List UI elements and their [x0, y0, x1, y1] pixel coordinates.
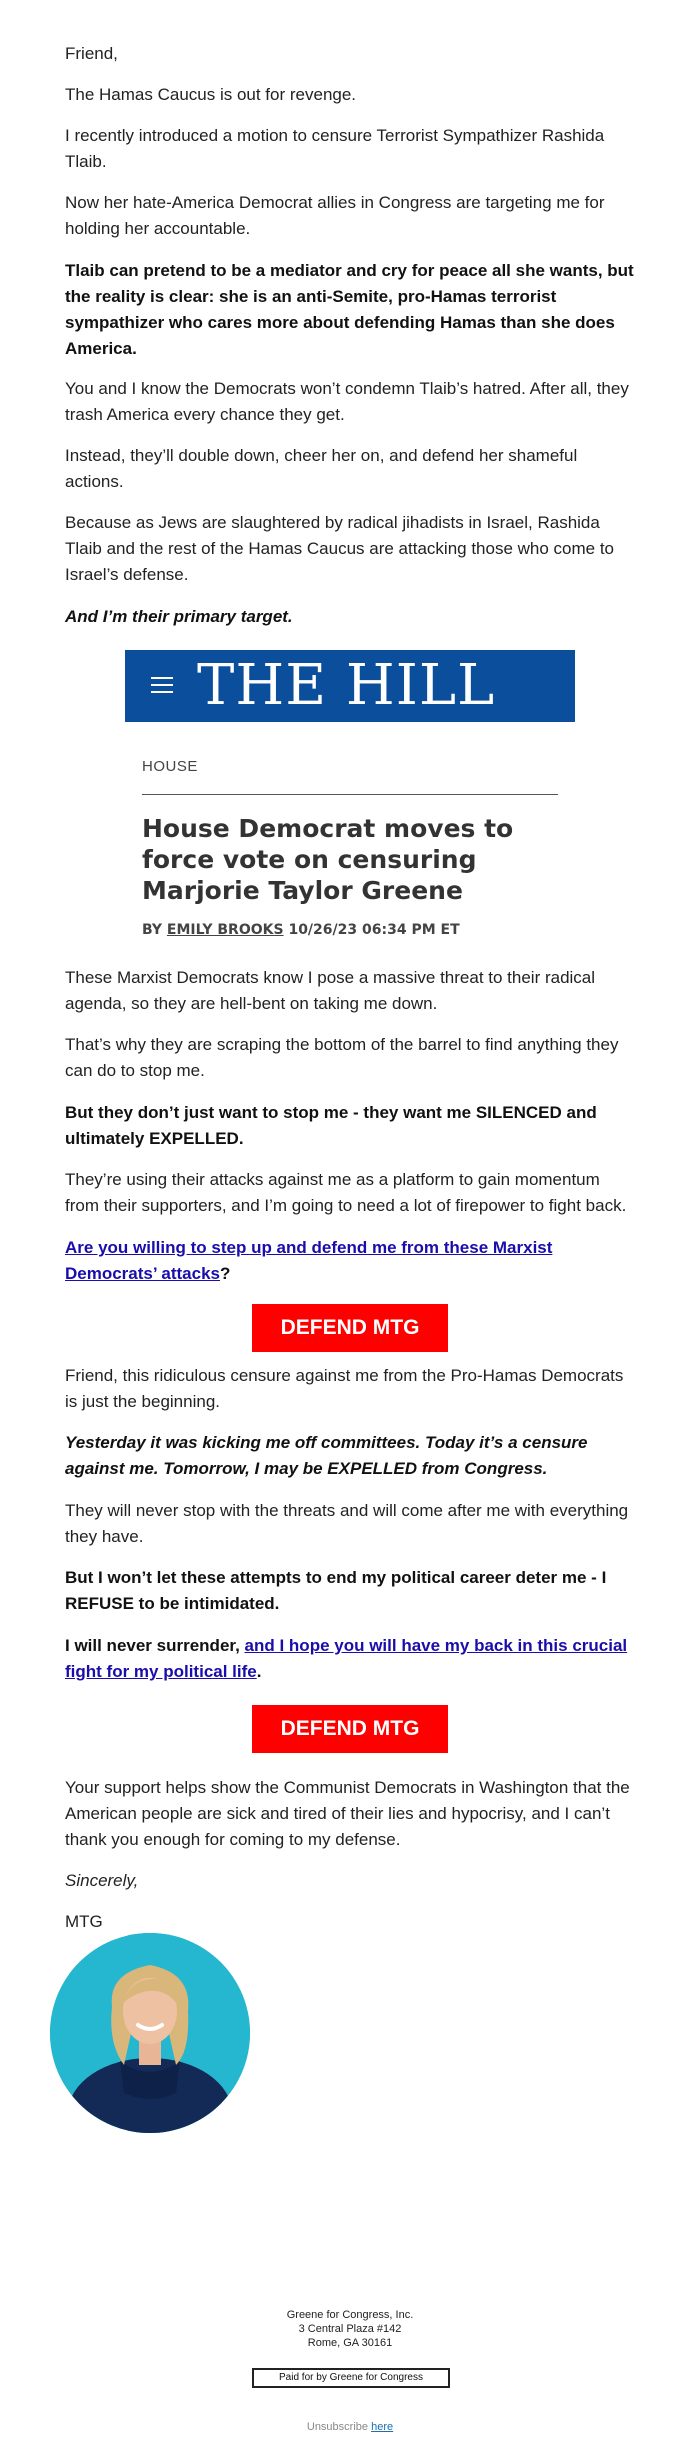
paragraph-3: Now her hate-America Democrat allies in Congress are targeting me for holding her accountable. — [65, 193, 605, 238]
paragraph-12: They’re using their attacks against me as a platform to gain momentum from their supporters, and I’m going to need a lot of firepower to fight back. — [65, 1170, 627, 1215]
greeting: Friend, — [65, 44, 118, 63]
hamburger-menu-icon — [151, 677, 173, 695]
paragraph-16: They will never stop with the threats and will come after me with everything they have. — [65, 1501, 629, 1546]
paragraph-10: That’s why they are scraping the bottom of the barrel to find anything they can do to stop me. — [65, 1035, 619, 1080]
paragraph-9: These Marxist Democrats know I pose a massive threat to their radical agenda, so they are hell-bent on taking me down. — [65, 968, 596, 1013]
byline-timestamp: 10/26/23 06:34 PM ET — [283, 922, 460, 938]
paragraph-7: Because as Jews are slaughtered by radical jihadists in Israel, Rashida Tlaib and the rest of the Hamas Caucus are attacking those who come to Israel’s defense. — [65, 513, 615, 584]
footer-address — [0, 2308, 700, 2350]
the-hill-logo: THE HILL — [197, 653, 496, 718]
paragraph-1: The Hamas Caucus is out for revenge. — [65, 85, 357, 104]
signature: MTG — [65, 1912, 103, 1931]
paragraph-17: But I won’t let these attempts to end my political career deter me - I REFUSE to be intimidated. — [65, 1568, 607, 1613]
have-my-back-link[interactable]: and I hope you will have my back in this crucial fight for my political life — [65, 1636, 628, 1681]
footer-street: 3 Central Plaza #142 — [298, 2323, 402, 2335]
paragraph-8: And I’m their primary target. — [65, 607, 293, 626]
paragraph-13 — [65, 1235, 635, 1287]
paragraph-18-start: I will never surrender, — [65, 1636, 245, 1655]
paragraph-18-end: . — [256, 1662, 262, 1681]
paragraph-2: I recently introduced a motion to censure Terrorist Sympathizer Rashida Tlaib. — [65, 126, 605, 171]
paragraph-18 — [65, 1633, 635, 1685]
article-section: HOUSE — [142, 758, 198, 775]
mtg-portrait-photo — [50, 1933, 250, 2133]
article-byline — [142, 922, 460, 938]
unsubscribe-line — [0, 2421, 700, 2433]
paragraph-15: Yesterday it was kicking me off committees. Today it’s a censure against me. Tomorrow, I may be EXPELLED from Congress. — [65, 1433, 588, 1478]
paid-for-disclaimer: Paid for by Greene for Congress — [252, 2368, 450, 2388]
footer-city: Rome, GA 30161 — [307, 2337, 393, 2349]
paragraph-6: Instead, they’ll double down, cheer her on, and defend her shameful actions. — [65, 446, 578, 491]
paragraph-14: Friend, this ridiculous censure against me from the Pro-Hamas Democrats is just the beginning. — [65, 1366, 624, 1411]
paragraph-13-end: ? — [219, 1264, 231, 1283]
signoff: Sincerely, — [65, 1871, 139, 1890]
defend-mtg-button-2[interactable]: DEFEND MTG — [252, 1705, 448, 1753]
defend-mtg-button[interactable]: DEFEND MTG — [252, 1304, 448, 1352]
unsubscribe-text: Unsubscribe — [306, 2421, 372, 2433]
footer-org: Greene for Congress, Inc. — [286, 2309, 414, 2321]
article-divider — [142, 794, 558, 795]
paragraph-11: But they don’t just want to stop me - they want me SILENCED and ultimately EXPELLED. — [65, 1103, 597, 1148]
byline-author: EMILY BROOKS — [166, 922, 284, 938]
the-hill-banner[interactable] — [125, 650, 575, 722]
paragraph-5: You and I know the Democrats won’t condemn Tlaib’s hatred. After all, they trash America every chance they get. — [65, 379, 629, 424]
article-headline: House Democrat moves to force vote on censuring Marjorie Taylor Greene — [142, 814, 514, 905]
paragraph-19: Your support helps show the Communist Democrats in Washington that the American people are sick and tired of their lies and hypocrisy, and I can’t thank you enough for coming to my defense. — [65, 1778, 630, 1849]
defend-me-link[interactable]: Are you willing to step up and defend me from these Marxist Democrats’ attacks — [65, 1238, 553, 1283]
byline-prefix: BY — [142, 922, 167, 938]
unsubscribe-link[interactable]: here — [371, 2421, 394, 2433]
paragraph-4: Tlaib can pretend to be a mediator and cry for peace all she wants, but the reality is clear: she is an anti-Semite, pro-Hamas terrorist sympathizer who cares more about defending Hamas than she does America. — [65, 261, 634, 358]
portrait-illustration — [50, 1933, 250, 2133]
